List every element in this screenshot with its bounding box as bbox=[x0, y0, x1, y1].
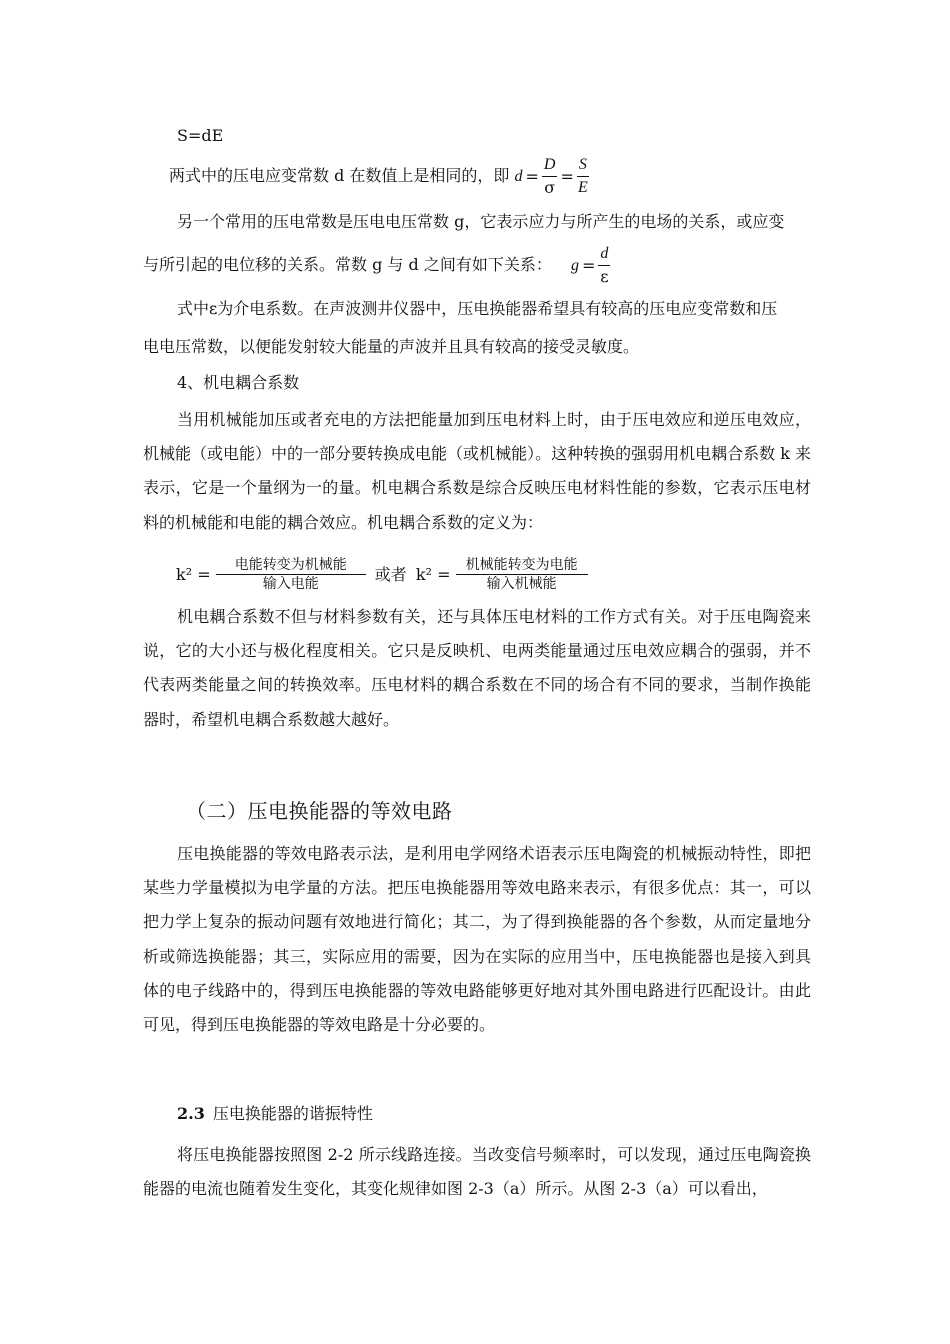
k-squared-symbol: k² = bbox=[415, 564, 451, 584]
fraction-denominator: E bbox=[578, 179, 588, 196]
g-intro-line: 另一个常用的压电常数是压电电压常数 g，它表示应力与所产生的电场的关系，或应变 bbox=[177, 212, 785, 231]
fraction-mechanical-to-electric bbox=[456, 556, 588, 593]
coupling-definition-paragraph: 当用机械能加压或者充电的方法把能量加到压电材料上时，由于压电效应和逆压电效应，机械能（或电能）中的一部分要转换成电能（或机械能）。这种转换的强弱用机电耦合系数 k 来表示，它是一个量纲为一的量。机电耦合系数是综合反映压电材料性能的参数，它表示压电材料的机械能和电能的耦合效应。机电耦合系数的定义为： bbox=[143, 410, 811, 532]
section-number: 2.3 bbox=[177, 1104, 205, 1123]
fraction-numerator: S bbox=[577, 154, 589, 177]
fraction-numerator: 机械能转变为电能 bbox=[456, 556, 588, 575]
fraction-electric-to-mechanical bbox=[216, 556, 366, 593]
fraction-numerator: d bbox=[598, 243, 610, 266]
s-equation: S=dE bbox=[177, 126, 224, 145]
section-heading-equivalent-circuit: （二）压电换能器的等效电路 bbox=[186, 799, 453, 823]
fraction-denominator: 输入机械能 bbox=[486, 576, 557, 592]
section-title: 压电换能器的谐振特性 bbox=[212, 1104, 373, 1123]
g-relation-line bbox=[143, 243, 610, 289]
equals-sign: = bbox=[581, 255, 596, 275]
d-symbol: d bbox=[514, 168, 523, 185]
epsilon-line-1: 式中ε为介电系数。在声波测井仪器中，压电换能器希望具有较高的压电应变常数和压 bbox=[177, 299, 778, 318]
fraction-d-epsilon bbox=[598, 243, 610, 288]
g-symbol: g bbox=[570, 257, 579, 274]
d-equation-prefix: 两式中的压电应变常数 d 在数值上是相同的，即 bbox=[169, 166, 510, 185]
resonance-paragraph: 将压电换能器按照图 2-2 所示线路连接。当改变信号频率时，可以发现，通过压电陶瓷换能器的电流也随着发生变化，其变化规律如图 2-3（a）所示。从图 2-3（a）可以看出， bbox=[143, 1145, 811, 1199]
fraction-denominator: 输入电能 bbox=[262, 576, 319, 592]
k-formula-line bbox=[176, 554, 588, 594]
equivalent-circuit-paragraph: 压电换能器的等效电路表示法，是利用电学网络术语表示压电陶瓷的机械振动特性，即把某些力学量模拟为电学量的方法。把压电换能器用等效电路来表示，有很多优点：其一，可以把力学上复杂的振动问题有效地进行简化；其二，为了得到换能器的各个参数，从而定量地分析或筛选换能器；其三，实际应用的需要，因为在实际的应用当中，压电换能器也是接入到具体的电子线路中的，得到压电换能器的等效电路能够更好地对其外围电路进行匹配设计。由此可见，得到压电换能器的等效电路是十分必要的。 bbox=[143, 844, 811, 1035]
equals-sign: = bbox=[525, 166, 539, 186]
epsilon-line-2: 电电压常数，以便能发射较大能量的声波并且具有较高的接受灵敏度。 bbox=[143, 337, 640, 356]
g-relation-prefix: 与所引起的电位移的关系。常数 g 与 d 之间有如下关系： bbox=[143, 255, 552, 274]
coupling-note-paragraph: 机电耦合系数不但与材料参数有关，还与具体压电材料的工作方式有关。对于压电陶瓷来说，它的大小还与极化程度相关。它只是反映机、电两类能量通过压电效应耦合的强弱，并不代表两类能量之间的转换效率。压电材料的耦合系数在不同的场合有不同的要求，当制作换能器时，希望机电耦合系数越大越好。 bbox=[143, 607, 811, 729]
equals-sign: = bbox=[560, 166, 574, 186]
k-squared-symbol: k² = bbox=[176, 564, 211, 584]
fraction-s-e bbox=[577, 154, 589, 199]
fraction-denominator: ε bbox=[600, 267, 609, 286]
d-equation-line bbox=[169, 152, 589, 202]
or-text: 或者 bbox=[374, 564, 407, 584]
fraction-d-sigma bbox=[542, 154, 558, 199]
section-heading-2-3 bbox=[177, 1101, 373, 1124]
fraction-denominator: σ bbox=[544, 178, 556, 197]
fraction-numerator: D bbox=[542, 154, 558, 177]
fraction-numerator: 电能转变为机械能 bbox=[216, 556, 366, 575]
section-4-title: 4、机电耦合系数 bbox=[177, 373, 300, 392]
